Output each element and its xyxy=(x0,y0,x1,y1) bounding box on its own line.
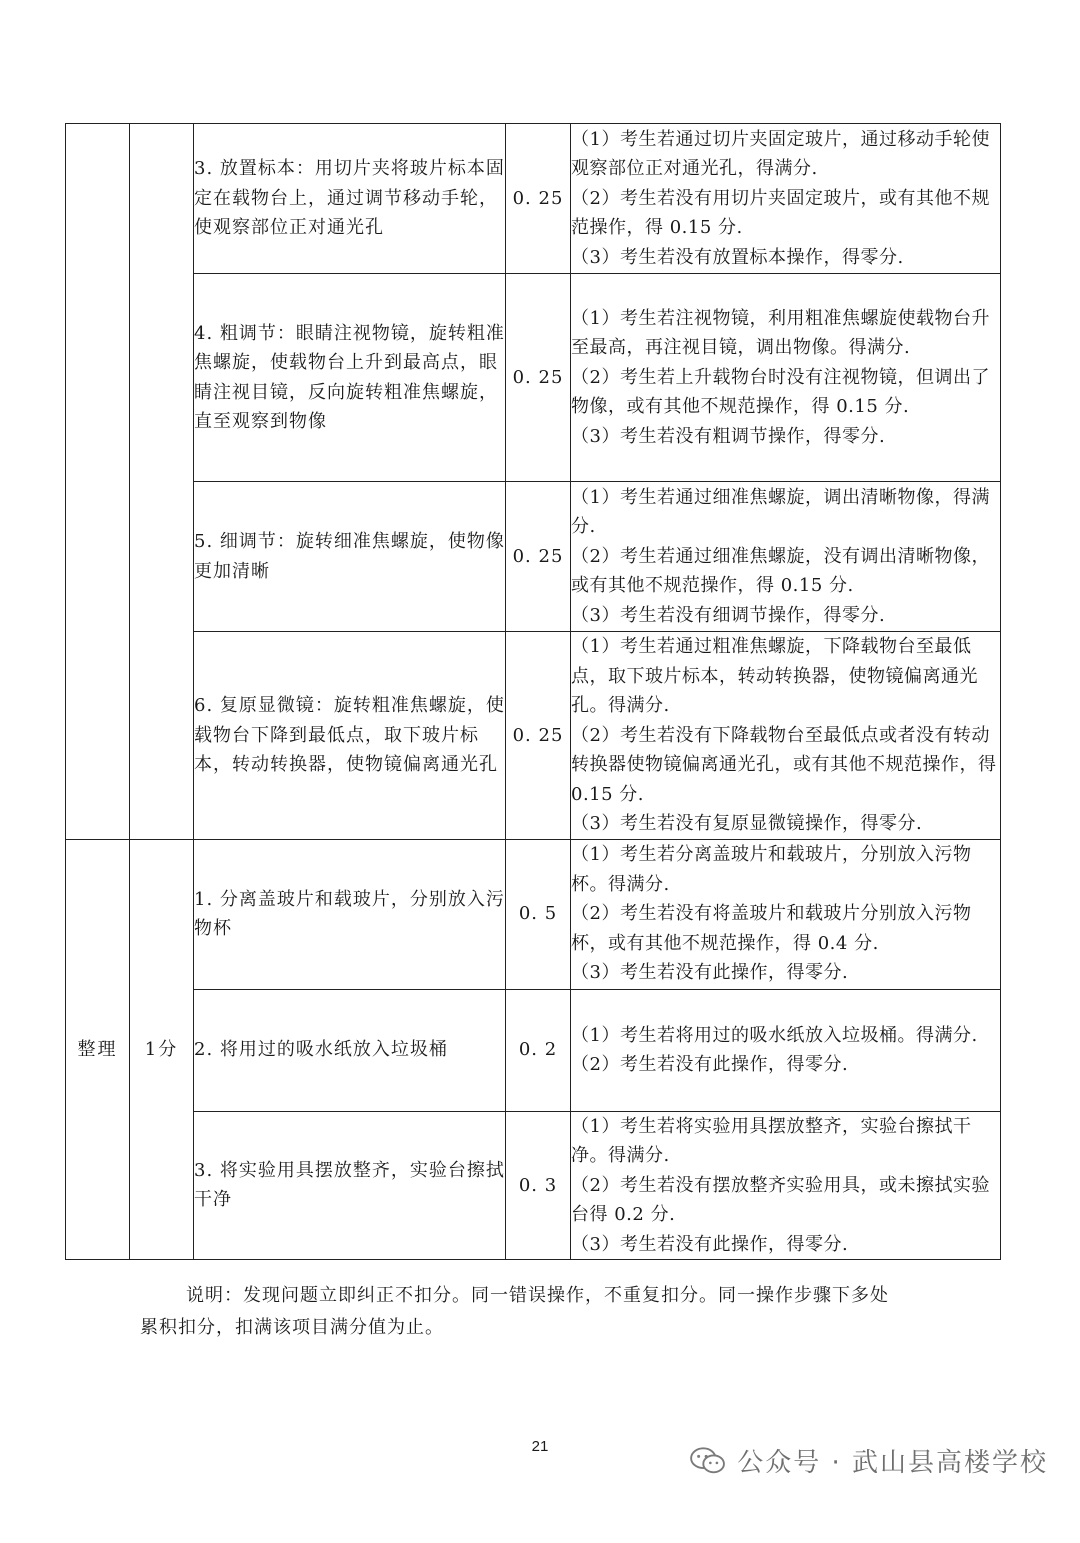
criteria-cell xyxy=(571,989,1001,1111)
step-cell: 3. 放置标本：用切片夹将玻片标本固定在载物台上，通过调节移动手轮，使观察部位正对通光孔 xyxy=(194,124,506,274)
step-cell: 3. 将实验用具摆放整齐，实验台擦拭干净 xyxy=(194,1111,506,1260)
step-cell: 2. 将用过的吸水纸放入垃圾桶 xyxy=(194,989,506,1111)
note-line: 说明：发现问题立即纠正不扣分。同一错误操作，不重复扣分。同一操作步骤下多处 xyxy=(186,1285,889,1306)
watermark-text: 公众号 · 武山县高楼学校 xyxy=(737,1448,1048,1478)
score-cell: 0. 25 xyxy=(506,124,571,274)
table-row xyxy=(66,1111,1001,1260)
criteria-line: （3）考生若没有粗调节操作，得零分. xyxy=(571,425,886,447)
table-row xyxy=(66,839,1001,989)
criteria-cell xyxy=(571,839,1001,989)
criteria-line: （3）考生若没有放置标本操作，得零分. xyxy=(571,246,904,268)
table-row xyxy=(66,989,1001,1111)
step-cell: 6. 复原显微镜：旋转粗准焦螺旋，使载物台下降到最低点，取下玻片标本，转动转换器，使物镜偏离通光孔 xyxy=(194,632,506,840)
criteria-line: （1）考生若将实验用具摆放整齐，实验台擦拭干净。得满分. xyxy=(571,1115,972,1166)
score-cell: 0. 25 xyxy=(506,274,571,482)
criteria-line: （1）考生若注视物镜，利用粗准焦螺旋使载物台升至最高，再注视目镜，调出物像。得满分. xyxy=(571,307,990,359)
criteria-line: （1）考生若通过粗准焦螺旋，下降载物台至最低点，取下玻片标本，转动转换器，使物镜偏离通光孔。得满分. xyxy=(571,636,978,716)
criteria-line: （1）考生若将用过的吸水纸放入垃圾桶。得满分. xyxy=(571,1024,978,1046)
score-cell: 0. 3 xyxy=(506,1111,571,1260)
criteria-line: （2）考生若没有此操作，得零分. xyxy=(571,1054,849,1075)
page-number: 21 xyxy=(531,1438,549,1455)
category-cell-blank xyxy=(66,124,130,840)
wechat-icon xyxy=(689,1446,727,1476)
criteria-line: （1）考生若分离盖玻片和载玻片，分别放入污物杯。得满分. xyxy=(571,844,972,895)
watermark xyxy=(689,1442,1048,1479)
note-line: 累积扣分，扣满该项目满分值为止。 xyxy=(140,1317,444,1338)
criteria-line: （1）考生若通过细准焦螺旋，调出清晰物像，得满分. xyxy=(571,486,990,538)
criteria-line: （2）考生若没有用切片夹固定玻片，或有其他不规范操作，得 0.15 分. xyxy=(571,187,990,239)
criteria-line: （2）考生若没有摆放整齐实验用具，或未擦拭实验台得 0.2 分. xyxy=(571,1174,990,1225)
criteria-line: （3）考生若没有细调节操作，得零分. xyxy=(571,604,886,626)
criteria-line: （3）考生若没有此操作，得零分. xyxy=(571,1233,849,1255)
step-cell: 4. 粗调节：眼睛注视物镜，旋转粗准焦螺旋，使载物台上升到最高点，眼睛注视目镜，反向旋转粗准焦螺旋，直至观察到物像 xyxy=(194,274,506,482)
points-cell: 1分 xyxy=(130,839,194,1260)
table-row xyxy=(66,124,1001,274)
table-row xyxy=(66,632,1001,840)
criteria-line: （2）考生若通过细准焦螺旋，没有调出清晰物像，或有其他不规范操作，得 0.15 分. xyxy=(571,545,990,597)
criteria-line: （3）考生若没有复原显微镜操作，得零分. xyxy=(571,813,923,834)
score-cell: 0. 25 xyxy=(506,632,571,840)
points-cell-blank xyxy=(130,124,194,840)
criteria-line: （2）考生若上升载物台时没有注视物镜，但调出了物像，或有其他不规范操作，得 0.15 分. xyxy=(571,366,990,418)
score-cell: 0. 2 xyxy=(506,989,571,1111)
criteria-cell xyxy=(571,482,1001,632)
table-row xyxy=(66,482,1001,632)
criteria-line: （2）考生若没有将盖玻片和载玻片分别放入污物杯，或有其他不规范操作，得 0.4 分. xyxy=(571,903,972,954)
criteria-cell xyxy=(571,632,1001,840)
criteria-cell xyxy=(571,274,1001,482)
table-row xyxy=(66,274,1001,482)
category-cell: 整理 xyxy=(66,839,130,1260)
criteria-cell xyxy=(571,124,1001,274)
scoring-table xyxy=(65,123,1001,1260)
criteria-line: （2）考生若没有下降载物台至最低点或者没有转动转换器使物镜偏离通光孔，或有其他不规范操作，得 0.15 分. xyxy=(571,724,997,805)
score-cell: 0. 5 xyxy=(506,839,571,989)
score-cell: 0. 25 xyxy=(506,482,571,632)
criteria-line: （3）考生若没有此操作，得零分. xyxy=(571,962,849,984)
note-paragraph xyxy=(140,1280,940,1344)
step-cell: 5. 细调节：旋转细准焦螺旋，使物像更加清晰 xyxy=(194,482,506,632)
step-cell: 1. 分离盖玻片和载玻片，分别放入污物杯 xyxy=(194,839,506,989)
criteria-cell xyxy=(571,1111,1001,1260)
criteria-line: （1）考生若通过切片夹固定玻片，通过移动手轮使观察部位正对通光孔，得满分. xyxy=(571,128,990,180)
